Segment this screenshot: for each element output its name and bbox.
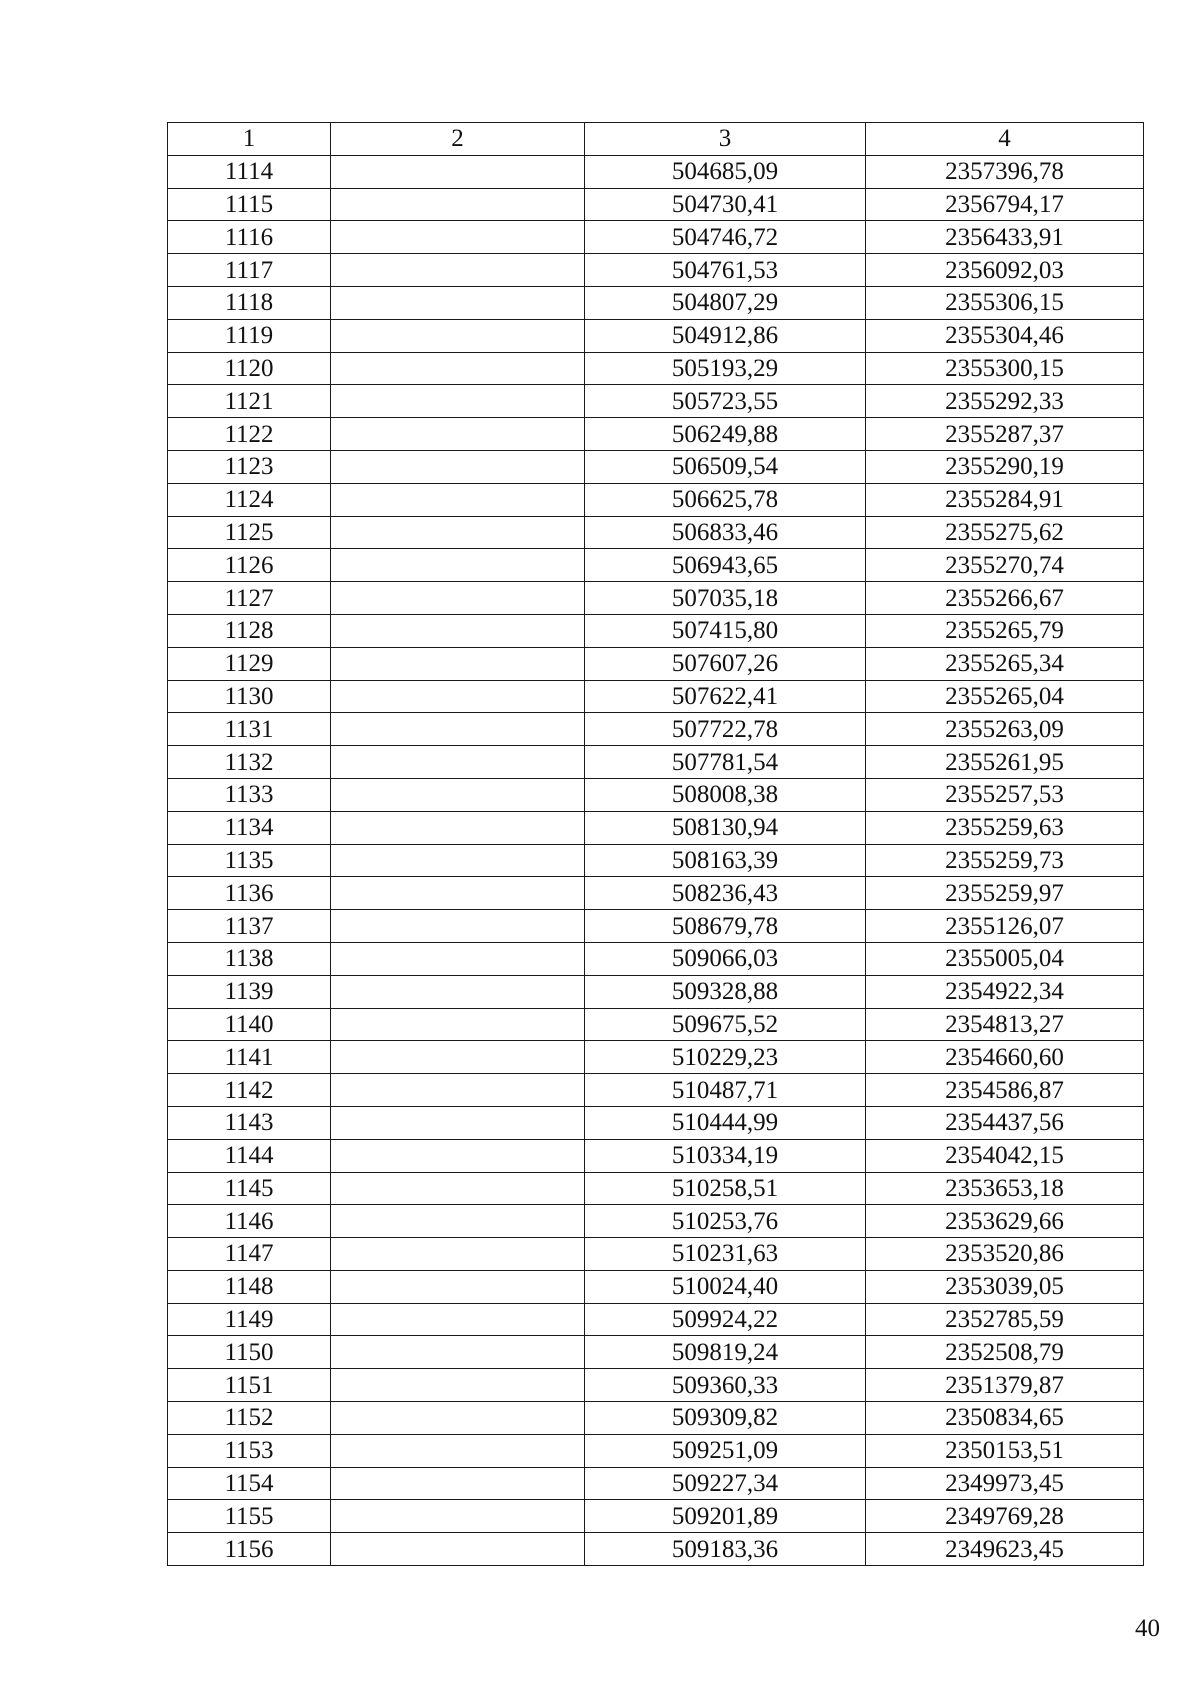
table-row [168, 319, 1144, 352]
point-number-cell: 1119 [168, 319, 331, 352]
y-coordinate-cell: 2355287,37 [866, 418, 1144, 451]
table-row [168, 975, 1144, 1008]
x-coordinate-cell: 509328,88 [585, 975, 866, 1008]
point-number-cell: 1132 [168, 746, 331, 779]
description-cell [331, 975, 585, 1008]
point-number-cell: 1135 [168, 844, 331, 877]
description-cell [331, 713, 585, 746]
description-cell [331, 647, 585, 680]
y-coordinate-cell: 2355275,62 [866, 516, 1144, 549]
point-number-cell: 1152 [168, 1402, 331, 1435]
point-number-cell: 1140 [168, 1008, 331, 1041]
description-cell [331, 254, 585, 287]
description-cell [331, 1074, 585, 1107]
y-coordinate-cell: 2355259,63 [866, 811, 1144, 844]
x-coordinate-cell: 504761,53 [585, 254, 866, 287]
x-coordinate-cell: 507722,78 [585, 713, 866, 746]
description-cell [331, 877, 585, 910]
point-number-cell: 1145 [168, 1172, 331, 1205]
point-number-cell: 1123 [168, 450, 331, 483]
y-coordinate-cell: 2356794,17 [866, 188, 1144, 221]
point-number-cell: 1148 [168, 1270, 331, 1303]
x-coordinate-cell: 508163,39 [585, 844, 866, 877]
y-coordinate-cell: 2355304,46 [866, 319, 1144, 352]
table-row [168, 811, 1144, 844]
x-coordinate-cell: 505193,29 [585, 352, 866, 385]
description-cell [331, 450, 585, 483]
table-row [168, 1303, 1144, 1336]
point-number-cell: 1125 [168, 516, 331, 549]
point-number-cell: 1134 [168, 811, 331, 844]
description-cell [331, 385, 585, 418]
table-row [168, 1533, 1144, 1566]
y-coordinate-cell: 2355265,79 [866, 614, 1144, 647]
table-row [168, 910, 1144, 943]
description-cell [331, 844, 585, 877]
point-number-cell: 1131 [168, 713, 331, 746]
table-row [168, 1402, 1144, 1435]
x-coordinate-cell: 508008,38 [585, 778, 866, 811]
y-coordinate-cell: 2349769,28 [866, 1500, 1144, 1533]
table-row [168, 1467, 1144, 1500]
table-row [168, 1500, 1144, 1533]
point-number-cell: 1137 [168, 910, 331, 943]
table-row [168, 1369, 1144, 1402]
table-row [168, 778, 1144, 811]
point-number-cell: 1120 [168, 352, 331, 385]
x-coordinate-cell: 509924,22 [585, 1303, 866, 1336]
table-row [168, 188, 1144, 221]
coordinates-table [167, 122, 1144, 1566]
description-cell [331, 1303, 585, 1336]
table-row [168, 155, 1144, 188]
table-row [168, 1205, 1144, 1238]
point-number-cell: 1128 [168, 614, 331, 647]
table-row [168, 286, 1144, 319]
table-body [168, 155, 1144, 1565]
y-coordinate-cell: 2355265,04 [866, 680, 1144, 713]
point-number-cell: 1155 [168, 1500, 331, 1533]
description-cell [331, 319, 585, 352]
description-cell [331, 286, 585, 319]
description-cell [331, 680, 585, 713]
point-number-cell: 1118 [168, 286, 331, 319]
x-coordinate-cell: 507607,26 [585, 647, 866, 680]
description-cell [331, 614, 585, 647]
table-row [168, 1008, 1144, 1041]
x-coordinate-cell: 506509,54 [585, 450, 866, 483]
point-number-cell: 1156 [168, 1533, 331, 1566]
column-header-4: 4 [866, 123, 1144, 156]
y-coordinate-cell: 2353520,86 [866, 1238, 1144, 1271]
point-number-cell: 1133 [168, 778, 331, 811]
point-number-cell: 1141 [168, 1041, 331, 1074]
point-number-cell: 1126 [168, 549, 331, 582]
point-number-cell: 1149 [168, 1303, 331, 1336]
description-cell [331, 1172, 585, 1205]
point-number-cell: 1154 [168, 1467, 331, 1500]
y-coordinate-cell: 2351379,87 [866, 1369, 1144, 1402]
point-number-cell: 1124 [168, 483, 331, 516]
column-header-1: 1 [168, 123, 331, 156]
point-number-cell: 1122 [168, 418, 331, 451]
description-cell [331, 1500, 585, 1533]
description-cell [331, 1402, 585, 1435]
x-coordinate-cell: 508130,94 [585, 811, 866, 844]
header-row [168, 123, 1144, 156]
point-number-cell: 1121 [168, 385, 331, 418]
x-coordinate-cell: 507781,54 [585, 746, 866, 779]
table-row [168, 221, 1144, 254]
y-coordinate-cell: 2353039,05 [866, 1270, 1144, 1303]
point-number-cell: 1116 [168, 221, 331, 254]
x-coordinate-cell: 509360,33 [585, 1369, 866, 1402]
point-number-cell: 1151 [168, 1369, 331, 1402]
x-coordinate-cell: 509251,09 [585, 1434, 866, 1467]
table-row [168, 483, 1144, 516]
y-coordinate-cell: 2354437,56 [866, 1106, 1144, 1139]
point-number-cell: 1153 [168, 1434, 331, 1467]
table-row [168, 942, 1144, 975]
x-coordinate-cell: 504685,09 [585, 155, 866, 188]
table-header [168, 123, 1144, 156]
y-coordinate-cell: 2355270,74 [866, 549, 1144, 582]
x-coordinate-cell: 509066,03 [585, 942, 866, 975]
x-coordinate-cell: 510258,51 [585, 1172, 866, 1205]
point-number-cell: 1115 [168, 188, 331, 221]
description-cell [331, 352, 585, 385]
table-row [168, 254, 1144, 287]
x-coordinate-cell: 509227,34 [585, 1467, 866, 1500]
description-cell [331, 1238, 585, 1271]
table-row [168, 844, 1144, 877]
y-coordinate-cell: 2354922,34 [866, 975, 1144, 1008]
y-coordinate-cell: 2350834,65 [866, 1402, 1144, 1435]
y-coordinate-cell: 2354042,15 [866, 1139, 1144, 1172]
y-coordinate-cell: 2354660,60 [866, 1041, 1144, 1074]
x-coordinate-cell: 506943,65 [585, 549, 866, 582]
y-coordinate-cell: 2355126,07 [866, 910, 1144, 943]
table-row [168, 582, 1144, 615]
table-row [168, 877, 1144, 910]
x-coordinate-cell: 504807,29 [585, 286, 866, 319]
point-number-cell: 1139 [168, 975, 331, 1008]
description-cell [331, 1336, 585, 1369]
x-coordinate-cell: 509309,82 [585, 1402, 866, 1435]
table-row [168, 680, 1144, 713]
table-row [168, 549, 1144, 582]
description-cell [331, 811, 585, 844]
y-coordinate-cell: 2355300,15 [866, 352, 1144, 385]
x-coordinate-cell: 504746,72 [585, 221, 866, 254]
table-row [168, 1434, 1144, 1467]
description-cell [331, 1008, 585, 1041]
table-row [168, 614, 1144, 647]
description-cell [331, 1270, 585, 1303]
y-coordinate-cell: 2355266,67 [866, 582, 1144, 615]
x-coordinate-cell: 510487,71 [585, 1074, 866, 1107]
y-coordinate-cell: 2349973,45 [866, 1467, 1144, 1500]
description-cell [331, 483, 585, 516]
x-coordinate-cell: 510253,76 [585, 1205, 866, 1238]
table-row [168, 647, 1144, 680]
point-number-cell: 1129 [168, 647, 331, 680]
description-cell [331, 1106, 585, 1139]
point-number-cell: 1127 [168, 582, 331, 615]
table-row [168, 1270, 1144, 1303]
point-number-cell: 1117 [168, 254, 331, 287]
y-coordinate-cell: 2355259,97 [866, 877, 1144, 910]
table-row [168, 450, 1144, 483]
point-number-cell: 1142 [168, 1074, 331, 1107]
description-cell [331, 582, 585, 615]
point-number-cell: 1146 [168, 1205, 331, 1238]
description-cell [331, 942, 585, 975]
point-number-cell: 1136 [168, 877, 331, 910]
x-coordinate-cell: 509819,24 [585, 1336, 866, 1369]
table-row [168, 418, 1144, 451]
y-coordinate-cell: 2355292,33 [866, 385, 1144, 418]
y-coordinate-cell: 2355261,95 [866, 746, 1144, 779]
description-cell [331, 155, 585, 188]
x-coordinate-cell: 507415,80 [585, 614, 866, 647]
x-coordinate-cell: 504730,41 [585, 188, 866, 221]
y-coordinate-cell: 2350153,51 [866, 1434, 1144, 1467]
description-cell [331, 1434, 585, 1467]
description-cell [331, 1467, 585, 1500]
point-number-cell: 1150 [168, 1336, 331, 1369]
table-row [168, 1041, 1144, 1074]
point-number-cell: 1130 [168, 680, 331, 713]
table-row [168, 1074, 1144, 1107]
description-cell [331, 910, 585, 943]
x-coordinate-cell: 506249,88 [585, 418, 866, 451]
description-cell [331, 1041, 585, 1074]
x-coordinate-cell: 504912,86 [585, 319, 866, 352]
y-coordinate-cell: 2355259,73 [866, 844, 1144, 877]
y-coordinate-cell: 2355257,53 [866, 778, 1144, 811]
table-row [168, 385, 1144, 418]
description-cell [331, 1205, 585, 1238]
x-coordinate-cell: 509201,89 [585, 1500, 866, 1533]
x-coordinate-cell: 507035,18 [585, 582, 866, 615]
point-number-cell: 1144 [168, 1139, 331, 1172]
description-cell [331, 418, 585, 451]
description-cell [331, 1369, 585, 1402]
x-coordinate-cell: 506833,46 [585, 516, 866, 549]
x-coordinate-cell: 509675,52 [585, 1008, 866, 1041]
y-coordinate-cell: 2354813,27 [866, 1008, 1144, 1041]
y-coordinate-cell: 2355306,15 [866, 286, 1144, 319]
table-row [168, 352, 1144, 385]
y-coordinate-cell: 2353653,18 [866, 1172, 1144, 1205]
description-cell [331, 746, 585, 779]
description-cell [331, 549, 585, 582]
y-coordinate-cell: 2349623,45 [866, 1533, 1144, 1566]
x-coordinate-cell: 506625,78 [585, 483, 866, 516]
description-cell [331, 1139, 585, 1172]
description-cell [331, 778, 585, 811]
y-coordinate-cell: 2357396,78 [866, 155, 1144, 188]
x-coordinate-cell: 508236,43 [585, 877, 866, 910]
table-row [168, 1139, 1144, 1172]
table-row [168, 1336, 1144, 1369]
description-cell [331, 1533, 585, 1566]
point-number-cell: 1114 [168, 155, 331, 188]
x-coordinate-cell: 510229,23 [585, 1041, 866, 1074]
table-row [168, 1238, 1144, 1271]
y-coordinate-cell: 2355005,04 [866, 942, 1144, 975]
point-number-cell: 1138 [168, 942, 331, 975]
y-coordinate-cell: 2354586,87 [866, 1074, 1144, 1107]
x-coordinate-cell: 510444,99 [585, 1106, 866, 1139]
table-row [168, 746, 1144, 779]
x-coordinate-cell: 510334,19 [585, 1139, 866, 1172]
y-coordinate-cell: 2355290,19 [866, 450, 1144, 483]
x-coordinate-cell: 509183,36 [585, 1533, 866, 1566]
column-header-2: 2 [331, 123, 585, 156]
y-coordinate-cell: 2355284,91 [866, 483, 1144, 516]
y-coordinate-cell: 2352508,79 [866, 1336, 1144, 1369]
table-row [168, 516, 1144, 549]
y-coordinate-cell: 2355263,09 [866, 713, 1144, 746]
y-coordinate-cell: 2353629,66 [866, 1205, 1144, 1238]
table-row [168, 713, 1144, 746]
y-coordinate-cell: 2355265,34 [866, 647, 1144, 680]
x-coordinate-cell: 508679,78 [585, 910, 866, 943]
column-header-3: 3 [585, 123, 866, 156]
description-cell [331, 221, 585, 254]
point-number-cell: 1143 [168, 1106, 331, 1139]
point-number-cell: 1147 [168, 1238, 331, 1271]
y-coordinate-cell: 2356433,91 [866, 221, 1144, 254]
x-coordinate-cell: 505723,55 [585, 385, 866, 418]
description-cell [331, 516, 585, 549]
y-coordinate-cell: 2356092,03 [866, 254, 1144, 287]
description-cell [331, 188, 585, 221]
table-row [168, 1106, 1144, 1139]
x-coordinate-cell: 507622,41 [585, 680, 866, 713]
x-coordinate-cell: 510231,63 [585, 1238, 866, 1271]
page-number: 40 [1135, 1615, 1160, 1642]
y-coordinate-cell: 2352785,59 [866, 1303, 1144, 1336]
table-row [168, 1172, 1144, 1205]
x-coordinate-cell: 510024,40 [585, 1270, 866, 1303]
